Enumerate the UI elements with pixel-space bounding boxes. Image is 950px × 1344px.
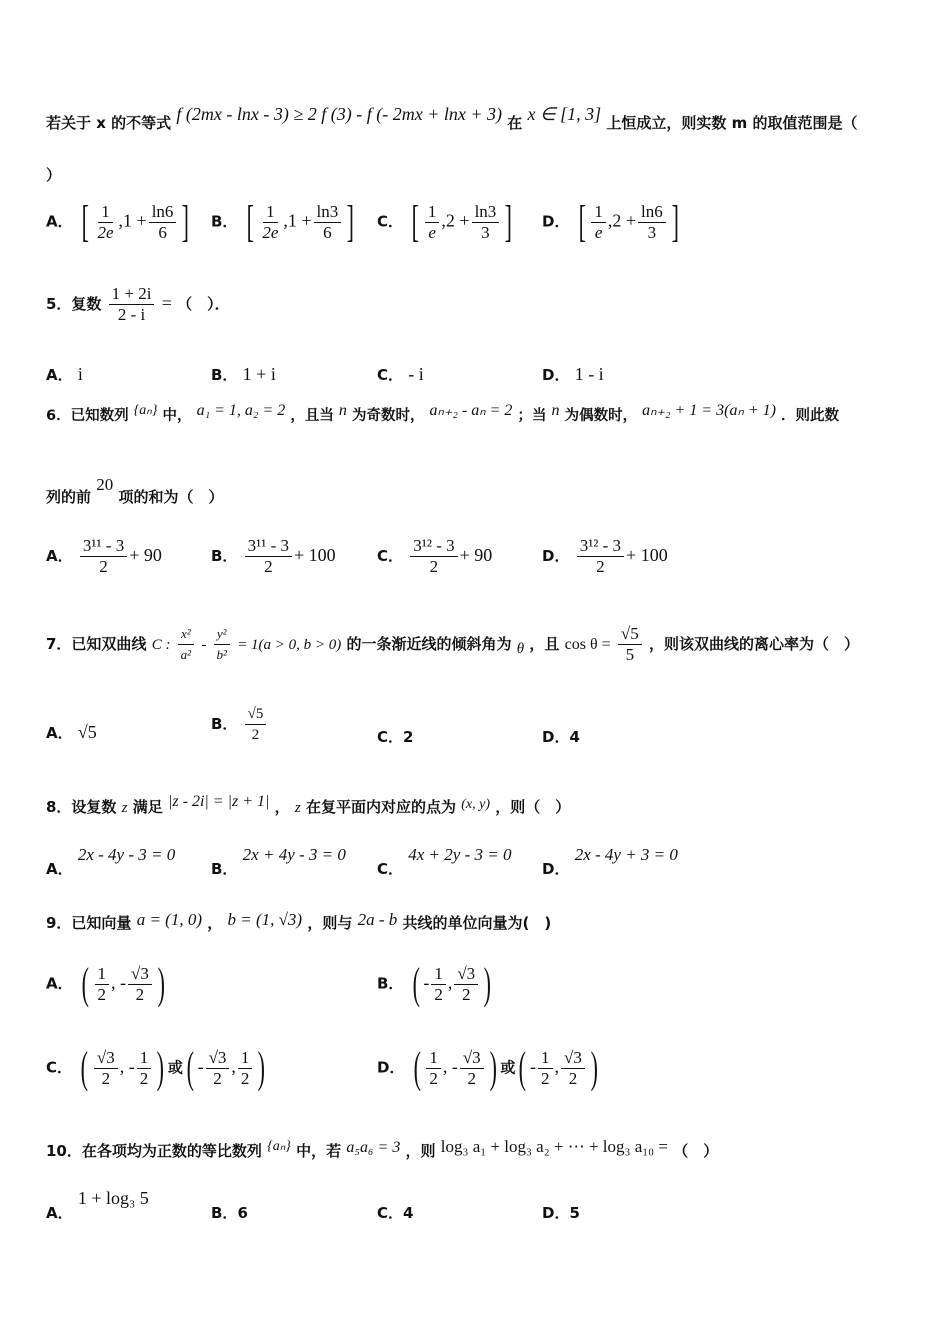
denominator: 2: [139, 1068, 149, 1088]
q4-stem: [46, 104, 858, 133]
q6-text: ．则此数: [781, 408, 840, 424]
option-value: 4: [403, 1204, 414, 1222]
paren-left: (: [413, 1043, 421, 1092]
q8-text: 在复平面内对应的点为: [305, 798, 456, 816]
option-label: C．: [377, 1204, 404, 1222]
q8-option-a[interactable]: [46, 844, 176, 878]
q6-text: 为偶数时，: [564, 408, 638, 424]
q7-curve-label: C :: [151, 637, 171, 653]
bracket-right: ]: [182, 197, 190, 246]
q6-text: 中，: [162, 408, 192, 424]
option-label: D．: [542, 728, 570, 746]
q7-text: 的一条渐近线的倾斜角为: [346, 635, 512, 653]
q5-stem: [46, 284, 230, 325]
denominator: 3: [647, 222, 657, 242]
option-label: B．: [211, 1204, 238, 1222]
fraction: [425, 202, 440, 243]
q9-text: ，: [207, 914, 223, 932]
q5-text: 5．复数: [46, 295, 102, 313]
option-label: C．: [46, 1058, 73, 1077]
option-label: A．: [46, 724, 73, 742]
denominator: 2: [264, 557, 273, 576]
numerator: 1 + 2i: [109, 284, 155, 305]
q6-text: ；当: [517, 408, 547, 424]
q10-stem: [46, 1137, 719, 1161]
q8-var-z: z: [294, 800, 301, 816]
fraction: [149, 202, 177, 243]
q10-option-a[interactable]: [46, 1188, 149, 1222]
fraction: [206, 1048, 230, 1089]
numerator: √5: [245, 704, 267, 725]
numerator: √3: [128, 964, 152, 985]
fraction: [245, 536, 292, 577]
fraction: [214, 624, 230, 665]
option-label: D．: [542, 1204, 570, 1222]
q7-option-d[interactable]: [542, 726, 580, 747]
q10-text: （ ）: [673, 1142, 719, 1160]
q10-text: 中，若: [296, 1142, 342, 1160]
q4-inequality: f (2mx - lnx - 3) ≥ 2 f (3) - f (- 2mx + lnx + 3): [176, 104, 502, 124]
option-value: i: [77, 364, 83, 384]
q8-text: 8．设复数: [46, 798, 117, 816]
paren-right: ): [489, 1043, 497, 1092]
denominator: e: [594, 222, 603, 242]
paren-left: (: [186, 1043, 194, 1092]
q6-text: ，且当: [290, 408, 334, 424]
numerator: 1: [137, 1048, 152, 1069]
numerator: 1: [538, 1048, 553, 1069]
denominator: e: [428, 222, 436, 242]
fraction: [431, 964, 446, 1005]
option-label: C．: [377, 212, 404, 231]
option-label: A．: [46, 1204, 73, 1222]
numerator: ln3: [472, 202, 500, 223]
numerator: 1: [238, 1048, 253, 1069]
option-value: 4x + 2y - 3 = 0: [408, 845, 512, 864]
q9-vector-b: b = (1, √3): [227, 910, 303, 929]
q7-theta: θ: [516, 641, 525, 657]
numerator: 1: [95, 964, 110, 985]
q10-condition: a₅a₆ = 3: [346, 1139, 401, 1156]
denominator: 2: [213, 1068, 222, 1088]
fraction: [259, 202, 281, 243]
q6-option-d[interactable]: [542, 536, 668, 577]
q6-var-n: n: [338, 402, 347, 419]
equals-sign: =: [161, 293, 172, 313]
q10-option-c[interactable]: [377, 1202, 413, 1223]
option-mid: ,2 +: [441, 210, 470, 231]
denominator: 2: [541, 1068, 550, 1088]
bracket-left: [: [411, 197, 420, 246]
q8-var-z: z: [121, 800, 128, 816]
q6-var-n: n: [551, 402, 560, 419]
bracket-right: ]: [671, 197, 679, 246]
denominator: 2: [429, 1068, 438, 1088]
numerator: 3¹² - 3: [577, 536, 624, 557]
q7-stem: [46, 624, 859, 665]
or-text: 或: [500, 1058, 516, 1077]
q7-option-b[interactable]: [211, 704, 268, 745]
q6-twenty: 20: [96, 475, 114, 494]
option-label: D．: [542, 212, 570, 231]
q6-stem-2: [46, 475, 224, 507]
option-label: B．: [211, 212, 238, 231]
option-tail: + 100: [626, 545, 668, 565]
q8-stem: [46, 793, 571, 817]
fraction: [178, 624, 194, 665]
fraction: [561, 1048, 585, 1089]
numerator: √3: [206, 1048, 230, 1069]
denominator: b²: [216, 647, 227, 662]
minus-sign: -: [530, 1056, 537, 1077]
q9-option-a[interactable]: [46, 959, 169, 1008]
option-value: 2: [403, 728, 414, 746]
option-value: - i: [408, 364, 424, 384]
fraction: [245, 704, 267, 745]
q5-option-c[interactable]: [377, 364, 424, 385]
denominator: a²: [180, 647, 192, 662]
denominator: 3: [481, 222, 490, 242]
option-value: 5: [569, 1204, 580, 1222]
numerator: 3¹¹ - 3: [245, 536, 292, 557]
q9-text: 共线的单位向量为( ): [402, 914, 552, 932]
q7-option-c[interactable]: [377, 726, 413, 747]
q4-option-d[interactable]: [542, 197, 682, 246]
denominator: 6: [323, 222, 332, 242]
minus-sign: -: [423, 972, 430, 993]
numerator: √5: [618, 624, 642, 645]
q4-domain: x ∈ [1, 3]: [527, 104, 602, 124]
numerator: x²: [178, 624, 194, 645]
q9-option-d[interactable]: [377, 1043, 602, 1092]
fraction: [577, 536, 624, 577]
q7-text: ，则该双曲线的离心率为（ ）: [648, 635, 859, 653]
numerator: 3¹¹ - 3: [80, 536, 127, 557]
fraction: [137, 1048, 152, 1089]
option-label: B．: [211, 547, 238, 565]
option-label: B．: [211, 860, 238, 878]
minus-sign: -: [197, 1056, 204, 1077]
separator: ,: [447, 972, 453, 993]
q10-sequence: {aₙ}: [267, 1139, 291, 1154]
q6-initial: a₁ = 1, a₂ = 2: [196, 402, 286, 419]
q7-cos: cos θ =: [564, 636, 611, 653]
q4-text-4: 上恒成立，则实数: [606, 114, 727, 132]
fraction: [95, 202, 117, 243]
denominator: 2: [251, 727, 260, 743]
paren-right: ): [156, 1043, 165, 1092]
q5-option-d[interactable]: [542, 364, 604, 385]
option-tail: + 90: [459, 545, 493, 565]
numerator: √3: [460, 1048, 484, 1069]
q4-text-1: 若关于: [46, 114, 92, 132]
q4-option-a[interactable]: [46, 197, 193, 246]
fraction: [618, 624, 642, 665]
bracket-left: [: [578, 197, 586, 246]
paren-left: (: [81, 959, 89, 1008]
q10-text: 10．在各项均为正数的等比数列: [46, 1142, 262, 1160]
denominator: 2: [101, 1068, 111, 1088]
numerator: ln6: [638, 202, 666, 223]
fraction: [95, 964, 110, 1005]
numerator: √3: [561, 1048, 585, 1069]
q9-option-b[interactable]: [377, 959, 495, 1008]
q10-option-d[interactable]: [542, 1202, 580, 1223]
denominator: 5: [625, 645, 635, 664]
q7-text: 7．已知双曲线: [46, 635, 147, 653]
q10-expression: log₃ a₁ + log₃ a₂ + ⋯ + log₃ a₁₀ =: [440, 1137, 668, 1156]
fraction: [410, 536, 457, 577]
fraction: [454, 964, 478, 1005]
q6-text: 6．已知数列: [46, 408, 129, 424]
fraction: [538, 1048, 553, 1089]
fraction: [638, 202, 666, 243]
option-tail: + 90: [129, 545, 162, 565]
option-value: 1 + log₃ 5: [77, 1188, 149, 1208]
q7-curve-condition: = 1(a > 0, b > 0): [237, 637, 342, 653]
option-label: A．: [46, 212, 73, 231]
fraction: [238, 1048, 253, 1089]
denominator: 2: [240, 1068, 250, 1088]
separator: ,: [554, 1056, 560, 1077]
option-value: 4: [569, 728, 580, 746]
paren-right: ): [483, 959, 492, 1008]
option-label: B．: [377, 974, 404, 993]
fraction: [94, 1048, 118, 1089]
option-mid: ,2 +: [607, 210, 636, 231]
q8-option-c[interactable]: [377, 844, 512, 878]
option-label: C．: [377, 366, 404, 384]
q4-text-2: 的不等式: [111, 114, 172, 132]
option-value: 6: [237, 1204, 248, 1222]
q6-option-c[interactable]: [377, 536, 492, 577]
numerator: 1: [426, 1048, 441, 1069]
numerator: 1: [98, 202, 113, 223]
denominator: 2: [135, 984, 145, 1004]
numerator: 1: [591, 202, 606, 223]
paren-left: (: [412, 959, 420, 1008]
paren-left: (: [519, 1043, 527, 1092]
paren-right: ): [157, 959, 165, 1008]
numerator: 1: [425, 202, 440, 223]
option-label: C．: [377, 860, 404, 878]
q6-stem: [46, 404, 839, 425]
denominator: 2: [99, 557, 108, 576]
q10-option-b[interactable]: [211, 1202, 248, 1223]
option-label: B．: [211, 366, 238, 384]
option-value: 1 - i: [574, 364, 604, 384]
numerator: 1: [263, 202, 278, 223]
paren-right: ): [258, 1043, 266, 1092]
option-value: 2x + 4y - 3 = 0: [242, 845, 346, 864]
bracket-right: ]: [346, 197, 355, 246]
q6-odd-rule: aₙ₊₂ - aₙ = 2: [429, 402, 513, 419]
denominator: 2: [434, 984, 443, 1004]
denominator: 2: [467, 1068, 477, 1088]
denominator: 2e: [262, 222, 279, 242]
q10-text: ，则: [405, 1142, 436, 1160]
numerator: √3: [94, 1048, 118, 1069]
q4-text-3: 在: [507, 114, 523, 132]
fraction: [426, 1048, 441, 1089]
q4-option-c[interactable]: [377, 197, 516, 246]
option-label: D．: [542, 860, 570, 878]
q8-condition: |z - 2i| = |z + 1|: [168, 793, 270, 810]
option-value: 2x - 4y - 3 = 0: [77, 845, 176, 864]
option-tail: + 100: [294, 545, 336, 565]
fraction: [128, 964, 152, 1005]
fraction: [314, 202, 342, 243]
q9-vector-a: a = (1, 0): [136, 910, 202, 929]
separator: ,: [231, 1056, 236, 1077]
q5-fraction: [109, 284, 155, 325]
denominator: 2: [462, 984, 471, 1004]
q7-option-a[interactable]: [46, 722, 97, 743]
option-label: D．: [542, 366, 570, 384]
bracket-right: ]: [504, 197, 513, 246]
option-mid: ,1 +: [283, 210, 312, 231]
q5-tail: （ ）．: [177, 295, 230, 313]
q6-option-a[interactable]: [46, 536, 162, 577]
q6-option-b[interactable]: [211, 536, 336, 577]
option-label: A．: [46, 366, 73, 384]
q9-text: 9．已知向量: [46, 914, 132, 932]
q7-text: ，且: [529, 635, 560, 653]
q8-text: ，: [274, 798, 290, 816]
numerator: y²: [214, 624, 230, 645]
q4-var-m: m: [731, 114, 748, 132]
option-label: B．: [211, 715, 238, 733]
fraction: [472, 202, 500, 243]
numerator: √3: [454, 964, 478, 985]
option-value: 1 + i: [242, 364, 276, 384]
numerator: 1: [431, 964, 446, 985]
denominator: 2: [568, 1068, 578, 1088]
option-label: D．: [377, 1058, 405, 1077]
q6-text: 为奇数时，: [351, 408, 425, 424]
separator: , -: [442, 1056, 458, 1077]
option-label: A．: [46, 547, 73, 565]
q9-option-c[interactable]: [46, 1043, 269, 1092]
denominator: 2: [429, 557, 439, 576]
numerator: ln6: [149, 202, 177, 223]
bracket-left: [: [81, 197, 89, 246]
bracket-left: [: [246, 197, 254, 246]
option-label: D．: [542, 547, 570, 565]
paren-left: (: [80, 1043, 89, 1092]
q8-text: 满足: [132, 798, 163, 816]
q8-text: ，则（ ）: [495, 798, 571, 816]
q6-text: 列的前: [46, 488, 92, 506]
q5-option-a[interactable]: [46, 364, 83, 385]
q4-option-b[interactable]: [211, 197, 358, 246]
q9-combination: 2a - b: [357, 910, 398, 929]
option-label: A．: [46, 974, 73, 993]
denominator: 6: [158, 222, 167, 242]
separator: , -: [111, 972, 126, 993]
numerator: 3¹² - 3: [410, 536, 457, 557]
paren-right: ): [590, 1043, 598, 1092]
q8-option-b[interactable]: [211, 844, 346, 878]
q8-point: (x, y): [461, 797, 490, 812]
option-mid: ,1 +: [118, 210, 147, 231]
q8-option-d[interactable]: [542, 844, 678, 878]
numerator: ln3: [314, 202, 342, 223]
q6-sequence: {aₙ}: [133, 403, 158, 418]
fraction: [591, 202, 606, 243]
option-label: C．: [377, 547, 404, 565]
option-label: A．: [46, 860, 73, 878]
q9-stem: [46, 912, 551, 933]
denominator: 2: [596, 557, 605, 576]
denominator: 2: [97, 984, 106, 1004]
option-label: C．: [377, 728, 404, 746]
separator: , -: [119, 1056, 135, 1077]
option-value: √5: [77, 722, 97, 742]
minus-sign: -: [201, 637, 207, 653]
q5-option-b[interactable]: [211, 364, 276, 385]
q9-text: ，则与: [307, 914, 353, 932]
option-value: 2x - 4y + 3 = 0: [574, 845, 678, 864]
denominator: 2e: [97, 222, 114, 242]
denominator: 2 - i: [117, 305, 146, 324]
q6-even-rule: aₙ₊₂ + 1 = 3(aₙ + 1): [642, 402, 776, 419]
q6-text: 项的和为（ ）: [118, 488, 224, 506]
or-text: 或: [167, 1058, 183, 1077]
q4-text-5: 的取值范围是（: [752, 114, 858, 132]
fraction: [80, 536, 127, 577]
fraction: [460, 1048, 484, 1089]
q4-close-paren: ）: [46, 166, 62, 184]
q4-var-x: x: [96, 114, 106, 132]
